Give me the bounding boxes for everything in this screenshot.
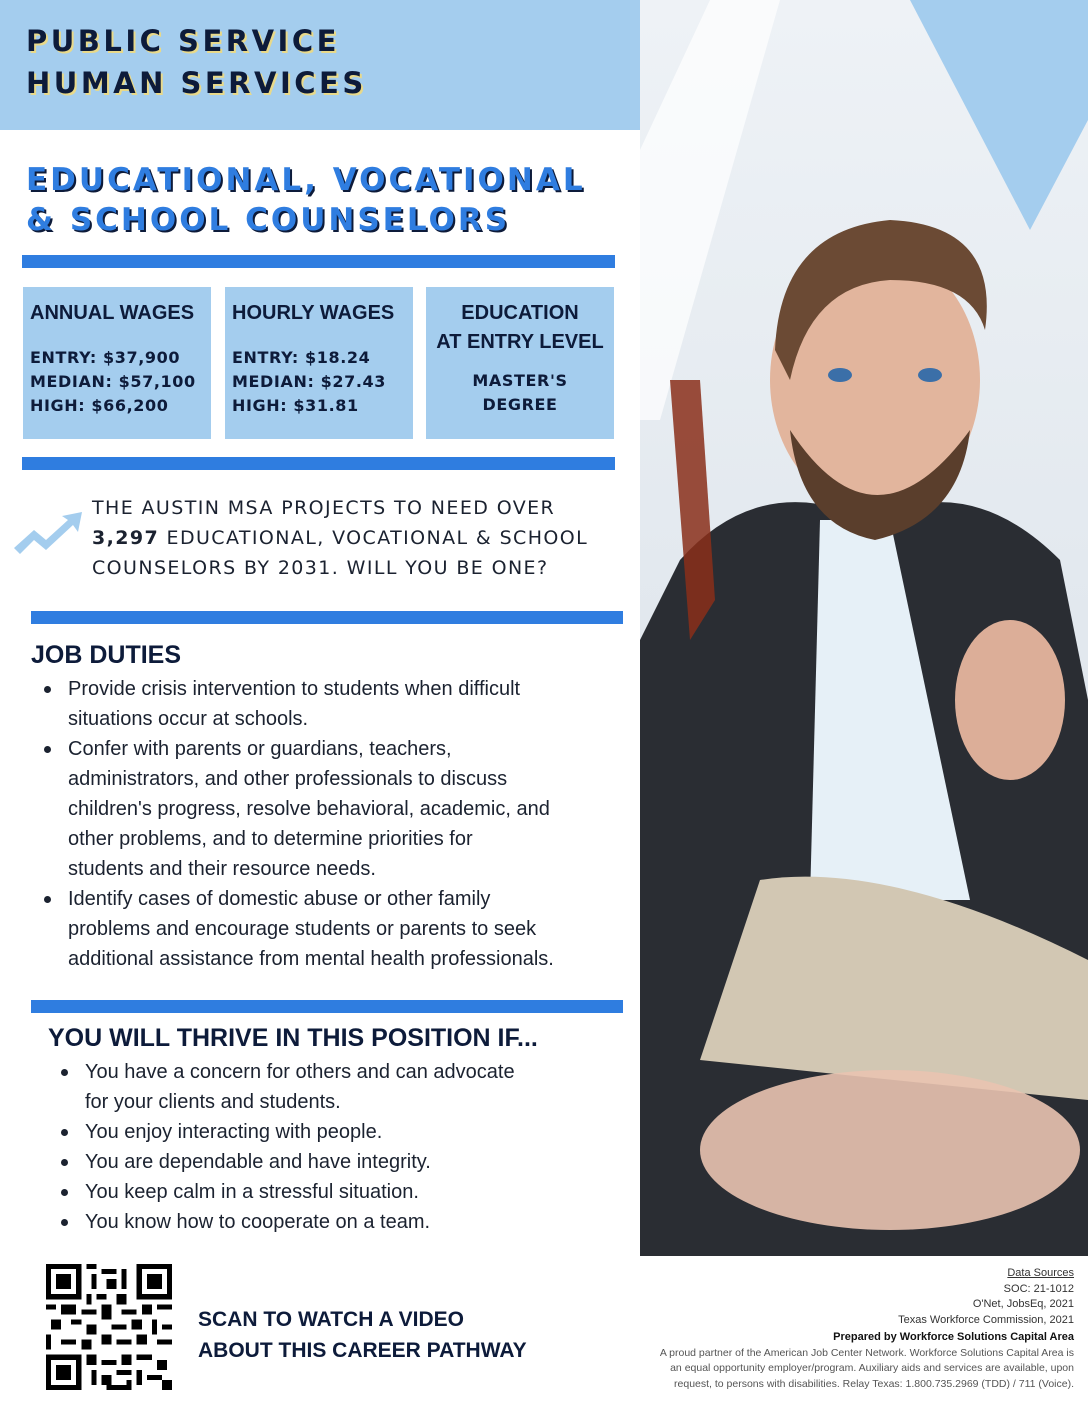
photo-illustration [640,0,1088,1256]
thrive-1-line-1: You have a concern for others and can advocate [85,1061,515,1083]
disclaimer-line-2: an equal opportunity employer/program. Auxiliary aids and services are available, upon [670,1362,1074,1374]
source-2: Texas Workforce Commission, 2021 [898,1313,1074,1326]
header-line-1: PUBLIC SERVICE [26,24,340,58]
duty-2-line-4: other problems, and to determine priorities for [68,828,473,850]
duty-2-line-3: children's progress, resolve behavioral, academic, and [68,798,550,820]
header-line-2: HUMAN SERVICES [26,66,367,100]
disclaimer-line-3: request, to persons with disabilities. Relay Texas: 1.800.735.2969 (TDD) / 711 (Voice). [674,1377,1074,1390]
job-title [26,160,586,240]
annual-wages-box [23,287,211,439]
list-item [48,1057,628,1117]
duty-3-line-3: additional assistance from mental health professionals. [68,948,554,970]
thrive-5: You know how to cooperate on a team. [85,1211,431,1233]
disclaimer-line-1: A proud partner of the American Job Center Network. Workforce Solutions Capital Area is [659,1346,1074,1359]
duty-2-line-5: students and their resource needs. [68,858,376,880]
projection-statement [92,493,632,583]
qr-code[interactable] [46,1264,172,1390]
list-item [31,674,631,734]
job-title-line-2: & SCHOOL COUNSELORS [26,202,511,238]
source-1: O'Net, JobsEq, 2021 [972,1298,1074,1310]
footer-credits [604,1266,1074,1392]
trend-up-arrow-icon [12,510,84,560]
education-value-1: MASTER'S [472,371,568,390]
thrive-4: You keep calm in a stressful situation. [85,1181,419,1203]
thrive-list [48,1057,628,1237]
career-cluster-heading [26,20,367,104]
projection-line-2: EDUCATIONAL, VOCATIONAL & SCHOOL [159,527,589,549]
divider-rule [22,457,615,470]
thrive-3: You are dependable and have integrity. [85,1151,431,1173]
prepared-by: Prepared by Workforce Solutions Capital Area [833,1331,1074,1343]
divider-rule [31,611,623,624]
duty-3-line-2: problems and encourage students or parents to seek [68,918,537,940]
list-item [31,884,631,974]
annual-wages-heading: ANNUAL WAGES [30,302,195,324]
education-heading-2: AT ENTRY LEVEL [436,331,604,353]
education-heading-1: EDUCATION [461,302,579,324]
annual-high: HIGH: $66,200 [30,396,169,415]
projection-line-1: THE AUSTIN MSA PROJECTS TO NEED OVER [92,497,556,519]
projection-number: 3,297 [92,527,160,549]
job-duties-heading: JOB DUTIES [31,641,182,669]
list-item [31,734,631,884]
list-item [48,1117,628,1147]
job-title-line-1: EDUCATIONAL, VOCATIONAL [26,162,586,198]
hourly-wages-box [225,287,413,439]
hourly-median: MEDIAN: $27.43 [232,372,386,391]
job-duties-list [31,674,631,974]
divider-rule [22,255,615,268]
data-sources-label: Data Sources [1007,1267,1074,1279]
soc-code: SOC: 21-1012 [1003,1282,1074,1295]
duty-1-line-1: Provide crisis intervention to students when difficult [68,678,521,700]
hourly-wages-heading: HOURLY WAGES [232,302,395,324]
duty-2-line-1: Confer with parents or guardians, teachers, [68,738,452,760]
hourly-entry: ENTRY: $18.24 [232,348,371,367]
education-box [426,287,614,439]
annual-median: MEDIAN: $57,100 [30,372,196,391]
duty-1-line-2: situations occur at schools. [68,708,309,730]
projection-line-3: COUNSELORS BY 2031. WILL YOU BE ONE? [92,557,549,579]
scan-callout [198,1304,527,1366]
list-item [48,1207,628,1237]
thrive-2: You enjoy interacting with people. [85,1121,383,1143]
list-item [48,1177,628,1207]
thrive-1-line-2: for your clients and students. [85,1091,341,1113]
duty-2-line-2: administrators, and other professionals to discuss [68,768,508,790]
divider-rule [31,1000,623,1013]
annual-entry: ENTRY: $37,900 [30,348,181,367]
education-value-2: DEGREE [482,395,558,414]
counselor-photo [640,0,1088,1256]
thrive-heading: YOU WILL THRIVE IN THIS POSITION IF... [48,1024,538,1052]
scan-line-1: SCAN TO WATCH A VIDEO [198,1308,465,1331]
list-item [48,1147,628,1177]
duty-3-line-1: Identify cases of domestic abuse or other family [68,888,491,910]
hourly-high: HIGH: $31.81 [232,396,359,415]
scan-line-2: ABOUT THIS CAREER PATHWAY [198,1339,527,1362]
